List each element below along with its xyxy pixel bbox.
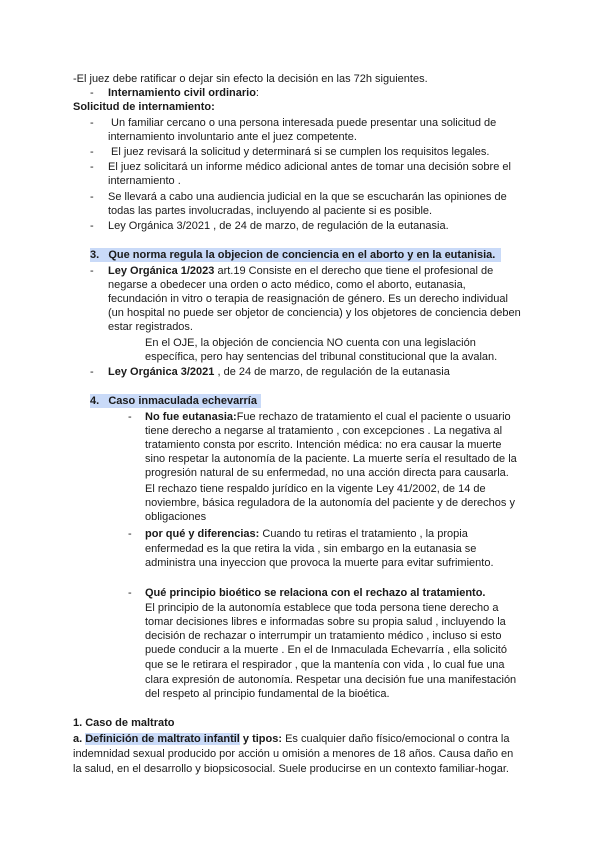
law1-line: (un hospital no puede ser objetor de conciencia) y los objetores de conciencia deben <box>108 307 521 319</box>
list-item: internamiento involuntario ante el juez competente. <box>108 131 357 143</box>
dash: - <box>90 87 94 99</box>
note-line: En el OJE, la objeción de conciencia NO cuenta con una legislación <box>145 337 476 349</box>
q4-item3-title: Qué principio bioético se relaciona con el rechazo al tratamiento. <box>145 587 486 599</box>
ratify-line: -El juez debe ratificar o dejar sin efecto la decisión en las 72h siguientes. <box>73 73 428 85</box>
dash: - <box>90 366 94 378</box>
dash: - <box>128 587 132 599</box>
dash: - <box>90 191 94 203</box>
q4-item1-line: noviembre, básica reguladora de la autonomía del paciente y de derechos y <box>145 497 515 509</box>
q4-item3-line: clara expresión de autonomía. Respetar una decisión fue una manifestación <box>145 674 517 686</box>
dash: - <box>90 161 94 173</box>
maltrato-heading: 1. Caso de maltrato <box>73 717 175 729</box>
q4-item1-line: No fue eutanasia:Fue rechazo de tratamiento el cual el paciente o usuario <box>145 411 511 423</box>
law2-line: Ley Orgánica 3/2021 , de 24 de marzo, de regulación de la eutanasia <box>108 366 450 378</box>
maltrato-line: a. Definición de maltrato infantil y tipos: Es cualquier daño físico/emocional o contra la <box>73 733 510 745</box>
q4-item3-line: El principio de la autonomía establece que toda persona tiene derecho a <box>145 602 499 614</box>
q4-item3-line: que se le retirara el respirador , que la mantenía con vida , lo cual fue una <box>145 659 505 671</box>
q4-item3-line: decisión de rechazar o interrumpir un tratamiento médico , incluso si esto <box>145 630 502 642</box>
list-item: El juez solicitará un informe médico adicional antes de tomar una decisión sobre el <box>108 161 511 173</box>
note-line: específica, pero hay sentencias del tribunal constitucional que la avalan. <box>145 351 498 363</box>
q4-item1-line: tiene derecho a negarse al tratamiento , con excepciones . La negativa al <box>145 425 503 437</box>
law1-line: estar registrados. <box>108 321 193 333</box>
list-item: Ley Orgánica 3/2021 , de 24 de marzo, de regulación de la eutanasia. <box>108 220 449 232</box>
q4-item1-line: El rechazo tiene respaldo jurídico en la vigente Ley 41/2002, de 14 de <box>145 483 486 495</box>
q4-item3-line: tomar decisiones libres e informadas sobre su propia salud , incluyendo la <box>145 616 506 628</box>
law1-line: fecundación in vitro o terapia de reasignación de género. Es un derecho individual <box>108 293 508 305</box>
q4-item3-line: del respeto al principio fundamental de la bioética. <box>145 688 390 700</box>
q4-heading: 4. Caso inmaculada echevarría <box>90 394 261 408</box>
law1-line: negarse a obedecer una orden o acto médico, como el aborto, eutanasia, <box>108 279 466 291</box>
q4-item2-line: por qué y diferencias: Cuando tu retiras el tratamiento , la propia <box>145 528 468 540</box>
dash: - <box>90 265 94 277</box>
q4-item2-line: administra una inyeccion que provoca la muerte para evitar sufrimiento. <box>145 557 494 569</box>
law1-line: Ley Orgánica 1/2023 art.19 Consiste en el derecho que tiene el profesional de <box>108 265 494 277</box>
q4-item3-line: puede conducir a la muerte . En el de Inmaculada Echevarría , ella solicitó <box>145 644 507 656</box>
q4-item1-line: sino respetar la autonomía de la paciente. La muerte sería el resultado de la <box>145 453 517 465</box>
q3-heading: 3. Que norma regula la objecion de conciencia en el aborto y en la eutanisia. <box>90 248 501 262</box>
list-item: El juez revisará la solicitud y determinará si se cumplen los requisitos legales. <box>111 146 490 158</box>
q4-item1-line: progresión natural de su enfermedad, no una acción directa para causarla. <box>145 467 509 479</box>
q4-item1-line: tratamiento consta por escrito. Intención médica: no era causar la muerte <box>145 439 502 451</box>
dash: - <box>128 411 132 423</box>
dash: - <box>90 117 94 129</box>
list-item: Se llevará a cabo una audiencia judicial en la que se escucharán las opiniones de <box>108 191 507 203</box>
q4-item2-line: enfermedad es la que retira la vida , sin embargo en la eutanasia se <box>145 543 477 555</box>
list-item: todas las partes involucradas, incluyendo al paciente si es posible. <box>108 205 433 217</box>
dash: - <box>90 146 94 158</box>
dash: - <box>90 220 94 232</box>
civil-heading: Internamiento civil ordinario: <box>108 87 259 99</box>
list-item: Un familiar cercano o una persona interesada puede presentar una solicitud de <box>111 117 497 129</box>
q4-item1-line: obligaciones <box>145 511 207 523</box>
maltrato-line: la salud, en el desarrollo y biopsicosocial. Suele producirse en un contexto familiar-hogar. <box>73 763 509 775</box>
list-item: internamiento . <box>108 175 181 187</box>
solicitud-heading: Solicitud de internamiento: <box>73 101 215 113</box>
maltrato-line: indemnidad sexual producido por acción u omisión a menores de 18 años. Causa daño en <box>73 748 514 760</box>
dash: - <box>128 528 132 540</box>
